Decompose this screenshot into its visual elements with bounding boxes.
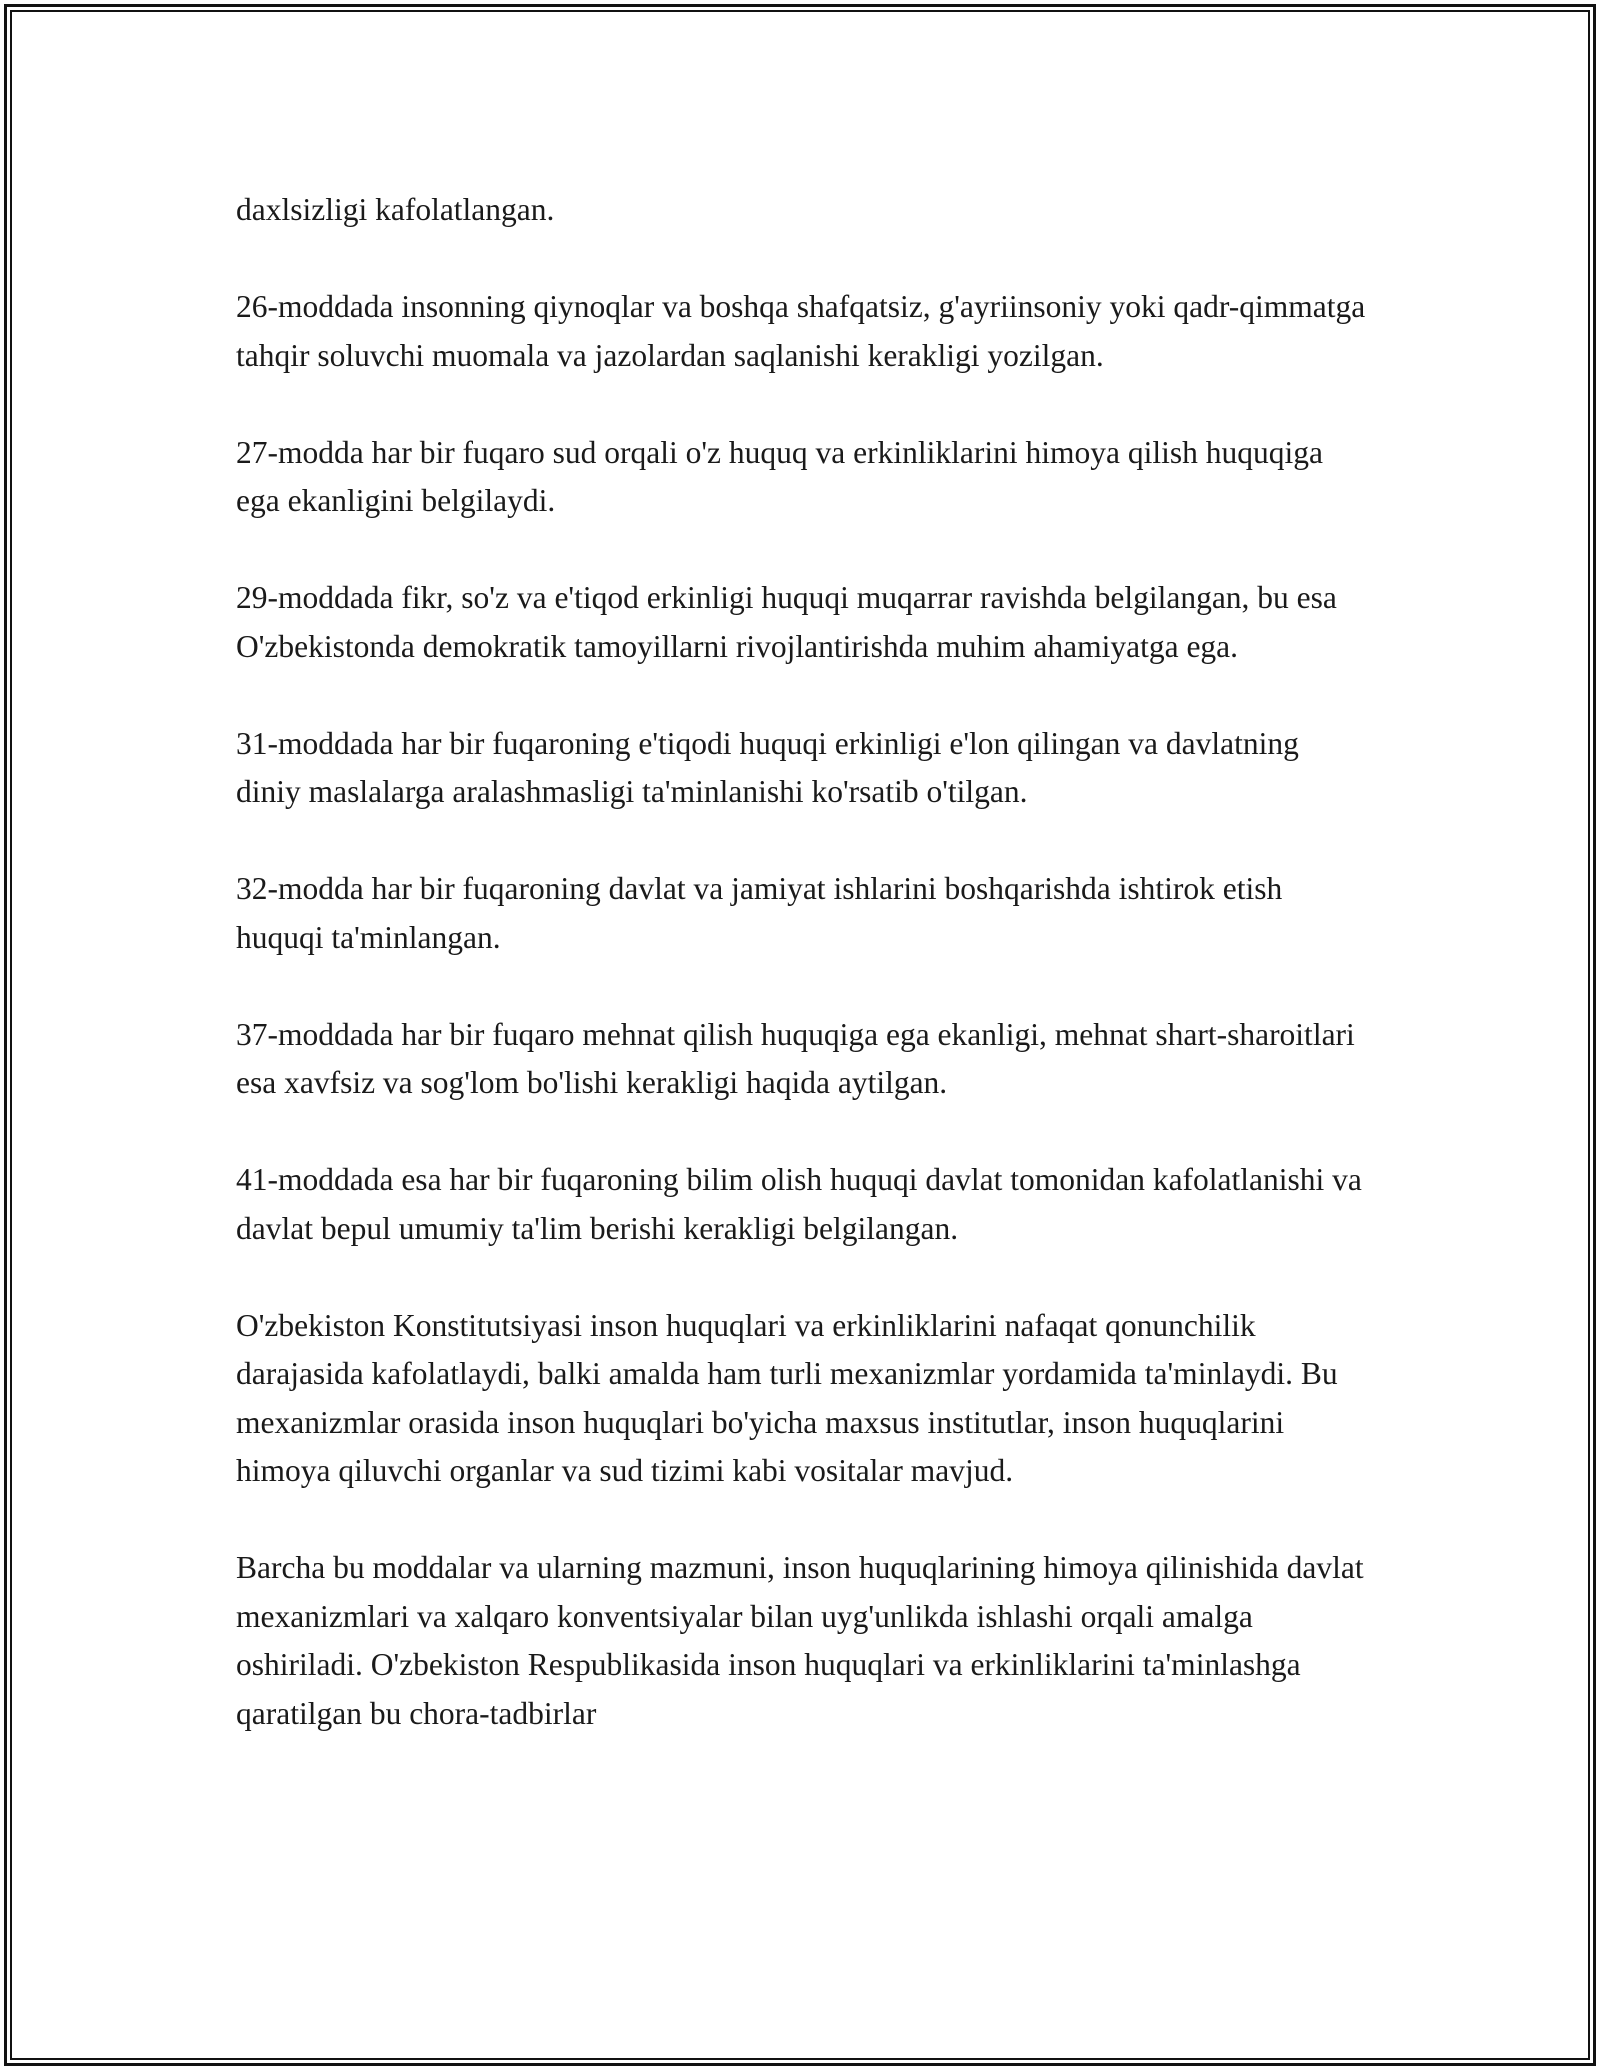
paragraph-conclusion: Barcha bu moddalar va ularning mazmuni, inson huquqlarining himoya qilinishida davlat mexanizmlari va xalqaro konventsiyalar bilan uyg'unlikda ishlashi orqali amalga oshiriladi. O'zbekiston Respublikasida inson huquqlari va erkinliklarini ta'minlashga qaratilgan bu chora-tadbirlar [236, 1550, 1364, 1731]
paragraph-article-26: 26-moddada insonning qiynoqlar va boshqa shafqatsiz, g'ayriinsoniy yoki qadr-qimmatga tahqir soluvchi muomala va jazolardan saqlanishi kerakligi yozilgan. [236, 289, 1366, 373]
paragraph-article-27: 27-modda har bir fuqaro sud orqali o'z huquq va erkinliklarini himoya qilish huquqiga ega ekanligini belgilaydi. [236, 434, 1323, 518]
paragraph-continuation: daxlsizligi kafolatlangan. [236, 192, 555, 227]
document-body [236, 186, 1366, 1738]
paragraph-article-37: 37-moddada har bir fuqaro mehnat qilish huquqiga ega ekanligi, mehnat shart-sharoitlari esa xavfsiz va sog'lom bo'lishi kerakligi haqida aytilgan. [236, 1016, 1355, 1100]
paragraph-article-31: 31-moddada har bir fuqaroning e'tiqodi huquqi erkinligi e'lon qilingan va davlatning diniy maslalarga aralashmasligi ta'minlanishi ko'rsatib o'tilgan. [236, 725, 1299, 809]
paragraph-article-41: 41-moddada esa har bir fuqaroning bilim olish huquqi davlat tomonidan kafolatlanishi va davlat bepul umumiy ta'lim berishi kerakligi belgilangan. [236, 1162, 1362, 1246]
paragraph-article-32: 32-modda har bir fuqaroning davlat va jamiyat ishlarini boshqarishda ishtirok etish huquqi ta'minlangan. [236, 871, 1283, 955]
paragraph-article-29: 29-moddada fikr, so'z va e'tiqod erkinligi huquqi muqarrar ravishda belgilangan, bu esa O'zbekistonda demokratik tamoyillarni rivojlantirishda muhim ahamiyatga ega. [236, 580, 1337, 664]
paragraph-constitution-mechanisms: O'zbekiston Konstitutsiyasi inson huquqlari va erkinliklarini nafaqat qonunchilik darajasida kafolatlaydi, balki amalda ham turli mexanizmlar yordamida ta'minlaydi. Bu mexanizmlar orasida inson huquqlari bo'yicha maxsus institutlar, inson huquqlarini himoya qiluvchi organlar va sud tizimi kabi vositalar mavjud. [236, 1307, 1338, 1488]
